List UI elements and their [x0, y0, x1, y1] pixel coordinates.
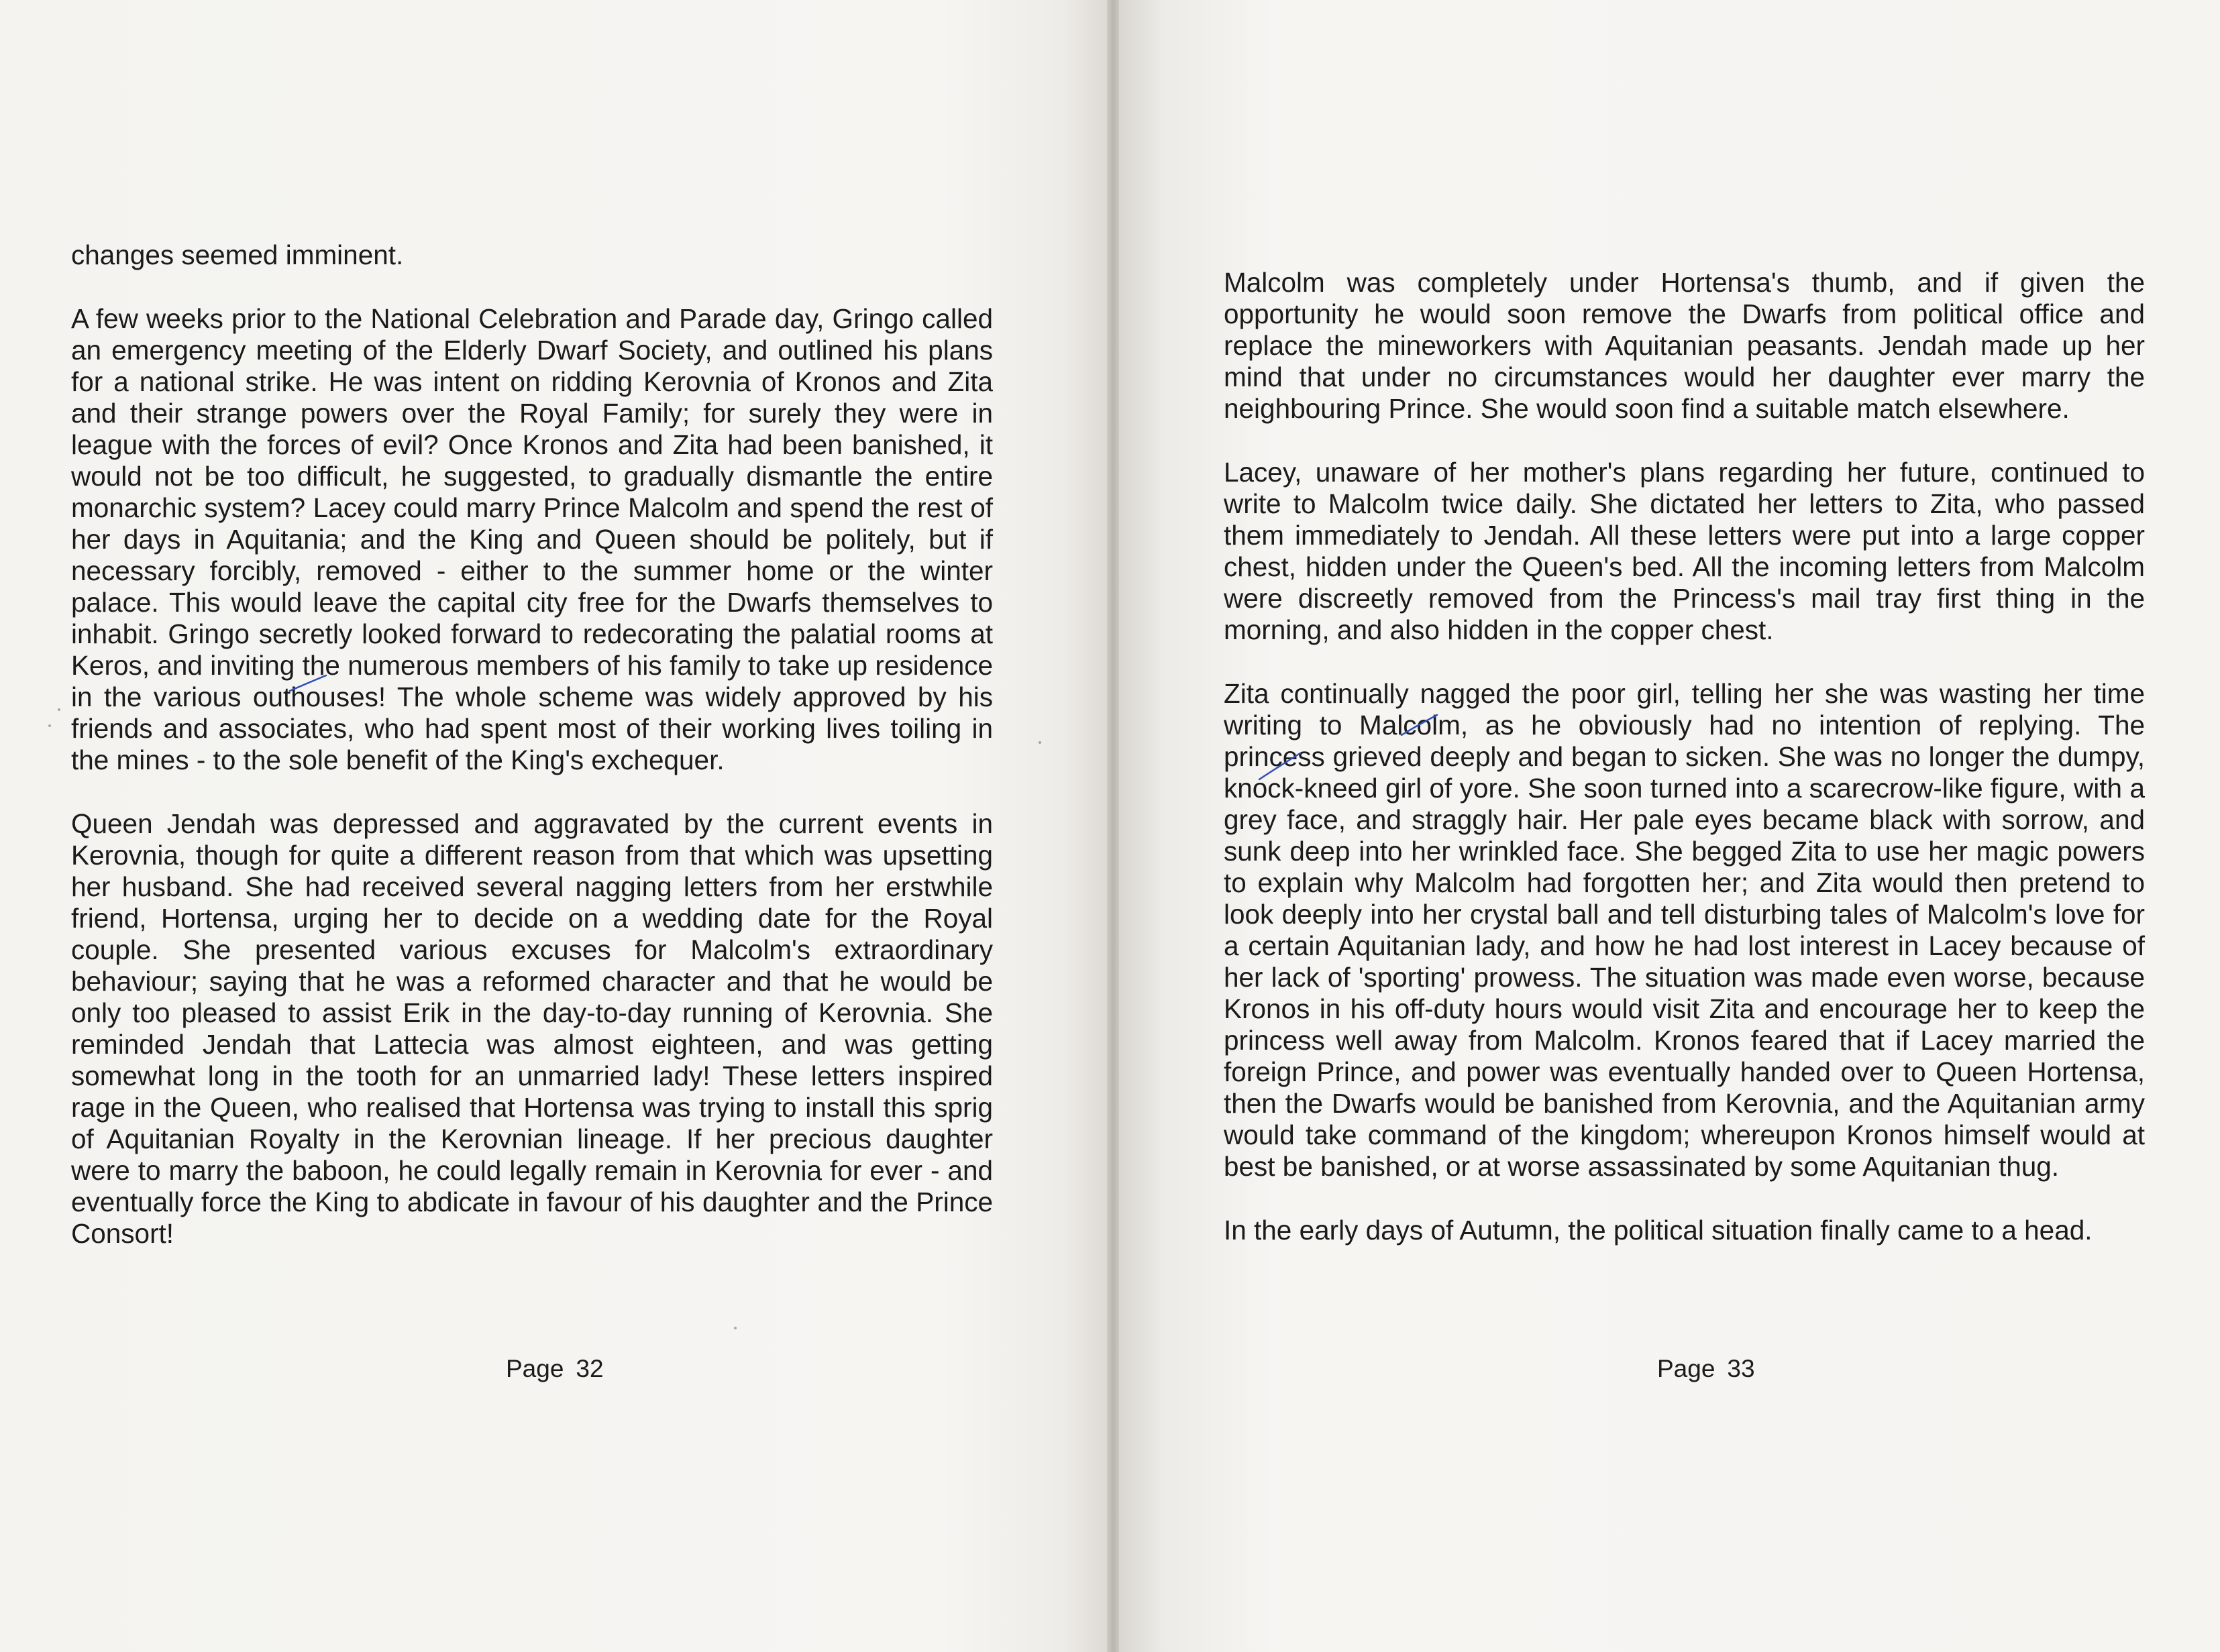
paragraph: A few weeks prior to the National Celebration and Parade day, Gringo called an emergency meeting of the Elderly Dwarf Society, and outlined his plans for a national strike. He was intent on ridding Kerovnia of Kronos and Zita and their strange powers over the Royal Family; for surely they were in league with the forces of evil? Once Kronos and Zita had been banished, it would not be too difficult, he suggested, to gradually dismantle the entire monarchic system? Lacey could marry Prince Malcolm and spend the rest of her days in Aquitania; and the King and Queen should be politely, but if necessary forcibly, removed - either to the summer home or the winter palace. This would leave the capital city free for the Dwarfs themselves to inhabit. Gringo secretly looked forward to redecorating the palatial rooms at Keros, and inviting the numerous members of his family to take up residence in the various outhouses! The whole scheme was widely approved by his friends and associates, who had spent most of their working lives toiling in the mines - to the sole benefit of the King's exchequer.: [71, 303, 993, 775]
book-gutter: [1107, 0, 1119, 1652]
right-page: [1119, 0, 2220, 1652]
page-number-left: [506, 1355, 604, 1383]
paragraph: Malcolm was completely under Hortensa's thumb, and if given the opportunity he would soon remove the Dwarfs from political office and replace the mineworkers with Aquitanian peasants. Jendah made up her mind that under no circumstances would her daughter ever marry the neighbouring Prince. She would soon find a suitable match elsewhere.: [1224, 267, 2145, 424]
paragraph: Queen Jendah was depressed and aggravated by the current events in Kerovnia, though for quite a different reason from that which was upsetting her husband. She had received several nagging letters from her erstwhile friend, Hortensa, urging her to decide on a wedding date for the Royal couple. She presented various excuses for Malcolm's extraordinary behaviour; saying that he was a reformed character and that he would be only too pleased to assist Erik in the day-to-day running of Kerovnia. She reminded Jendah that Lattecia was almost eighteen, and was getting somewhat long in the tooth for an unmarried lady! These letters inspired rage in the Queen, who realised that Hortensa was trying to install this sprig of Aquitanian Royalty in the Kerovnian lineage. If her precious daughter were to marry the baboon, he could legally remain in Kerovnia for ever - and eventually force the King to abdicate in favour of his daughter and the Prince Consort!: [71, 808, 993, 1249]
paper-speck: [734, 1327, 737, 1329]
right-page-text: [1224, 267, 2145, 1246]
paragraph: In the early days of Autumn, the political situation finally came to a head.: [1224, 1215, 2093, 1246]
paper-speck: [58, 708, 60, 711]
paper-speck: [1039, 741, 1041, 744]
paragraph: Zita continually nagged the poor girl, telling her she was wasting her time writing to Malcolm, as he obviously had no intention of replying. The princess grieved deeply and began to sicken. She was no longer the dumpy, knock-kneed girl of yore. She soon turned into a scarecrow-like figure, with a grey face, and straggly hair. Her pale eyes became black with sorrow, and sunk deep into her wrinkled face. She begged Zita to use her magic powers to explain why Malcolm had forgotten her; and Zita would then pretend to look deeply into her crystal ball and tell disturbing tales of Malcolm's love for a certain Aquitanian lady, and how he had lost interest in Lacey because of her lack of 'sporting' prowess. The situation was made even worse, because Kronos in his off-duty hours would visit Zita and encourage her to keep the princess well away from Malcolm. Kronos feared that if Lacey married the foreign Prince, and power was eventually handed over to Queen Hortensa, then the Dwarfs would be banished from Kerovnia, and the Aquitanian army would take command of the kingdom; whereupon Kronos himself would at best be banished, or at worse assassinated by some Aquitanian thug.: [1224, 678, 2145, 1182]
page-label: Page: [506, 1355, 564, 1382]
left-page-text: [71, 239, 993, 1250]
paragraph: changes seemed imminent.: [71, 239, 404, 270]
page-number-value: 32: [576, 1355, 604, 1382]
page-number-right: [1657, 1355, 1755, 1383]
paragraph: Lacey, unaware of her mother's plans regarding her future, continued to write to Malcolm twice daily. She dictated her letters to Zita, who passed them immediately to Jendah. All these letters were put into a large copper chest, hidden under the Queen's bed. All the incoming letters from Malcolm were discreetly removed from the Princess's mail tray first thing in the morning, and also hidden in the copper chest.: [1224, 457, 2145, 645]
left-page: [0, 0, 1107, 1652]
paper-speck: [48, 724, 51, 727]
page-label: Page: [1657, 1355, 1715, 1382]
page-number-value: 33: [1727, 1355, 1755, 1382]
